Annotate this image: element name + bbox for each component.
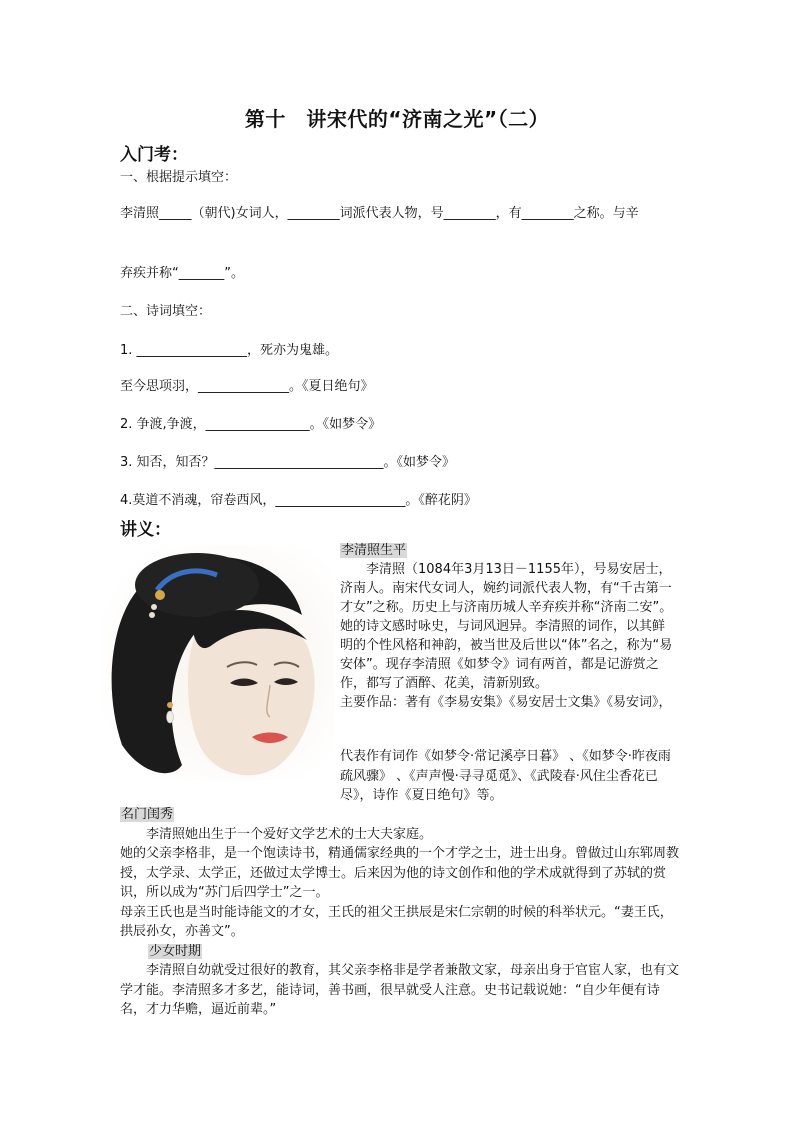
family-paragraph-2: 她的父亲李格非，是一个饱读诗书，精通儒家经典的一个才学之士，进士出身。曾做过山东郓周教授，太学录、太学正，还做过太学博士。后来因为他的诗文创作和他的学术成就得到了苏轼的赏识，所以成为“苏门后四学士”之一。 xyxy=(120,846,680,900)
question-4: 4.莫道不消魂，帘卷西风，____________________。《醉花阴》 xyxy=(120,493,477,508)
family-section xyxy=(120,805,680,1020)
part2-heading: 二、诗词填空： xyxy=(120,304,212,319)
entry-heading: 入门考： xyxy=(120,145,188,165)
youth-heading: 少女时期 xyxy=(149,943,202,959)
page-title: 第十 讲宋代的“济南之光”（二） xyxy=(244,107,550,131)
question-2: 2. 争渡,争渡，________________。《如梦令》 xyxy=(120,417,382,432)
bio-text: 李清照（1084年3月13日－1155年），号易安居士，济南人。南宋代女词人，婉约词派代表人物，有“千古第一才女”之称。历史上与济南历城人辛弃疾并称“济南二安”。她的诗文感时咏史，与词风迥异。李清照的词作，以其鲜明的个性风格和神韵，被当世及后世以“体”名之，称为“易安体”。现存李清照《如梦令》词有两首，都是记游赏之作，都写了酒醉、花美，清新别致。 xyxy=(340,562,673,691)
works-section xyxy=(120,747,680,806)
portrait-image xyxy=(102,545,334,780)
part1-heading: 一、根据提示填空： xyxy=(120,170,238,185)
youth-text: 李清照自幼就受过很好的教育，其父亲李格非是学者兼散文家，母亲出身于官宦人家，也有文学才能。李清照多才多艺，能诗词，善书画，很早就受人注意。史书记载说她：“自少年便有诗名，才力华赡，逼近前辈。” xyxy=(120,963,680,1017)
lecture-heading: 讲义： xyxy=(120,520,171,540)
family-paragraph-1: 李清照她出生于一个爱好文学艺术的士大夫家庭。 xyxy=(146,826,433,842)
works-line-1: 主要作品：著有《李易安集》《易安居士文集》《易安词》， xyxy=(340,695,672,710)
family-heading: 名门闺秀 xyxy=(121,807,174,822)
bio-section xyxy=(340,541,675,712)
works-line-2: 代表作有词作《如梦令·常记溪亭日暮》 、《如梦令·昨夜雨疏风骤》 、《声声慢·寻寻觅觅》、《武陵春·风住尘香花已尽》，诗作《夏日绝句》等。 xyxy=(340,749,671,803)
question-1a: 1. _________________，死亦为鬼雄。 xyxy=(120,343,339,358)
part1-line2: 弃疾并称“_______”。 xyxy=(120,266,244,281)
bio-heading: 李清照生平 xyxy=(341,543,407,558)
part1-line1: 李清照_____（朝代)女词人，________词派代表人物，号________，有________之称。与辛 xyxy=(120,206,639,221)
question-3: 3. 知否，知否？__________________________。《如梦令》 xyxy=(120,455,456,470)
question-1b: 至今思项羽，______________。《夏日绝句》 xyxy=(120,379,374,394)
family-paragraph-3: 母亲王氏也是当时能诗能文的才女，王氏的祖父王拱辰是宋仁宗朝的时候的科举状元。“妻王氏，拱辰孙女，亦善文”。 xyxy=(120,904,673,939)
